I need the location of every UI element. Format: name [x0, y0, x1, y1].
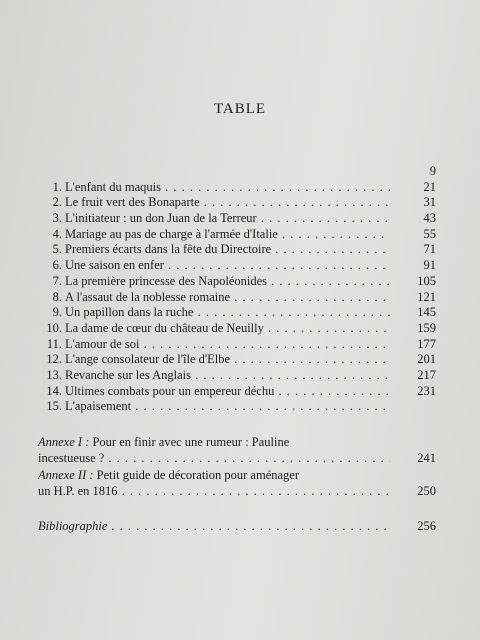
page-number: 43 [423, 211, 436, 226]
annex-label: Annexe II : [38, 468, 94, 482]
annex-title-continued: un H.P. en 1816 . . . [38, 483, 390, 499]
page-number: 201 [417, 352, 436, 367]
page-number: 55 [423, 226, 436, 241]
page-number: 9 [429, 164, 436, 178]
chapter-title: L'enfant du maquis . . . [65, 180, 390, 196]
page-number: 31 [423, 195, 436, 210]
chapter-number: 11. [46, 336, 62, 351]
page-number: 217 [417, 367, 436, 382]
annex-title: Petit guide de décoration pour aménager [93, 468, 300, 482]
toc-entry [38, 211, 436, 227]
chapter-number: 9. [52, 305, 62, 320]
chapter-number: 10. [46, 320, 62, 335]
annex-entry-2 [38, 467, 436, 499]
chapter-title: Ultimes combats pour un empereur déchu . . . [65, 384, 390, 400]
chapter-number: 1. [52, 179, 62, 194]
chapter-title: A l'assaut de la noblesse romaine . . . [65, 290, 390, 306]
page-number: 256 [417, 519, 436, 533]
toc-entry [38, 321, 436, 337]
toc-entry [38, 274, 436, 290]
page-number: 21 [423, 179, 436, 194]
chapter-title: Le fruit vert des Bonaparte . . . [65, 195, 390, 211]
toc-entry [38, 384, 436, 400]
annex-label: Annexe I : [38, 435, 90, 449]
chapter-number: 4. [52, 226, 62, 241]
chapter-number: 6. [52, 258, 62, 273]
annex-entry-1 [38, 434, 436, 466]
toc-entry [38, 164, 436, 180]
chapter-number: 13. [46, 367, 62, 382]
toc-entry [38, 305, 436, 321]
chapter-number: 7. [52, 273, 62, 288]
chapter-title: La première princesse des Napoléonides . . . [65, 274, 390, 290]
annex-title-continued: incestueuse ? . . . [38, 450, 390, 466]
page-number: 91 [423, 258, 436, 273]
chapter-title: L'apaisement . . . [65, 399, 390, 415]
chapter-title: L'amour de soi . . . [65, 337, 390, 353]
chapter-number: 8. [52, 289, 62, 304]
toc-entry [38, 290, 436, 306]
toc-entry [38, 227, 436, 243]
toc-entry [38, 368, 436, 384]
toc-entry [38, 352, 436, 368]
page-number: 241 [417, 451, 436, 465]
toc-entry [38, 180, 436, 196]
chapter-number: 3. [52, 211, 62, 226]
chapter-title: Premiers écarts dans la fête du Directoire . . . [65, 242, 390, 258]
chapter-number: 15. [46, 399, 62, 414]
chapter-number: 2. [52, 195, 62, 210]
toc-entry [38, 195, 436, 211]
chapter-number: 5. [52, 242, 62, 257]
chapter-title: L'initiateur : un don Juan de la Terreur . . . [65, 211, 390, 227]
page-number: 231 [417, 383, 436, 398]
page-number: 105 [417, 273, 436, 288]
table-of-contents [38, 164, 436, 415]
toc-entry [38, 258, 436, 274]
chapter-title: L'ange consolateur de l'île d'Elbe . . . [65, 352, 390, 368]
page-number: 250 [417, 484, 436, 498]
chapter-title: Un papillon dans la ruche . . . [65, 305, 390, 321]
chapter-number: 14. [46, 383, 62, 398]
page-number: 177 [417, 336, 436, 351]
page-number: 71 [423, 242, 436, 257]
page-number: 159 [417, 320, 436, 335]
bibliography-label: Bibliographie . . . [38, 518, 390, 534]
annex-title: Pour en finir avec une rumeur : Pauline [89, 435, 290, 449]
chapter-title: Mariage au pas de charge à l'armée d'Italie . . . [65, 227, 390, 243]
bibliography-entry [38, 518, 436, 534]
chapter-title: La dame de cœur du château de Neuilly . . . [65, 321, 390, 337]
chapter-number: 12. [46, 352, 62, 367]
chapter-title: Une saison en enfer . . . [65, 258, 390, 274]
page-number: 121 [417, 289, 436, 304]
page-number: 145 [417, 305, 436, 320]
chapter-title: Revanche sur les Anglais . . . [65, 368, 390, 384]
toc-entry [38, 242, 436, 258]
toc-entry [38, 337, 436, 353]
toc-entry [38, 399, 436, 415]
page-title: TABLE [213, 101, 267, 117]
